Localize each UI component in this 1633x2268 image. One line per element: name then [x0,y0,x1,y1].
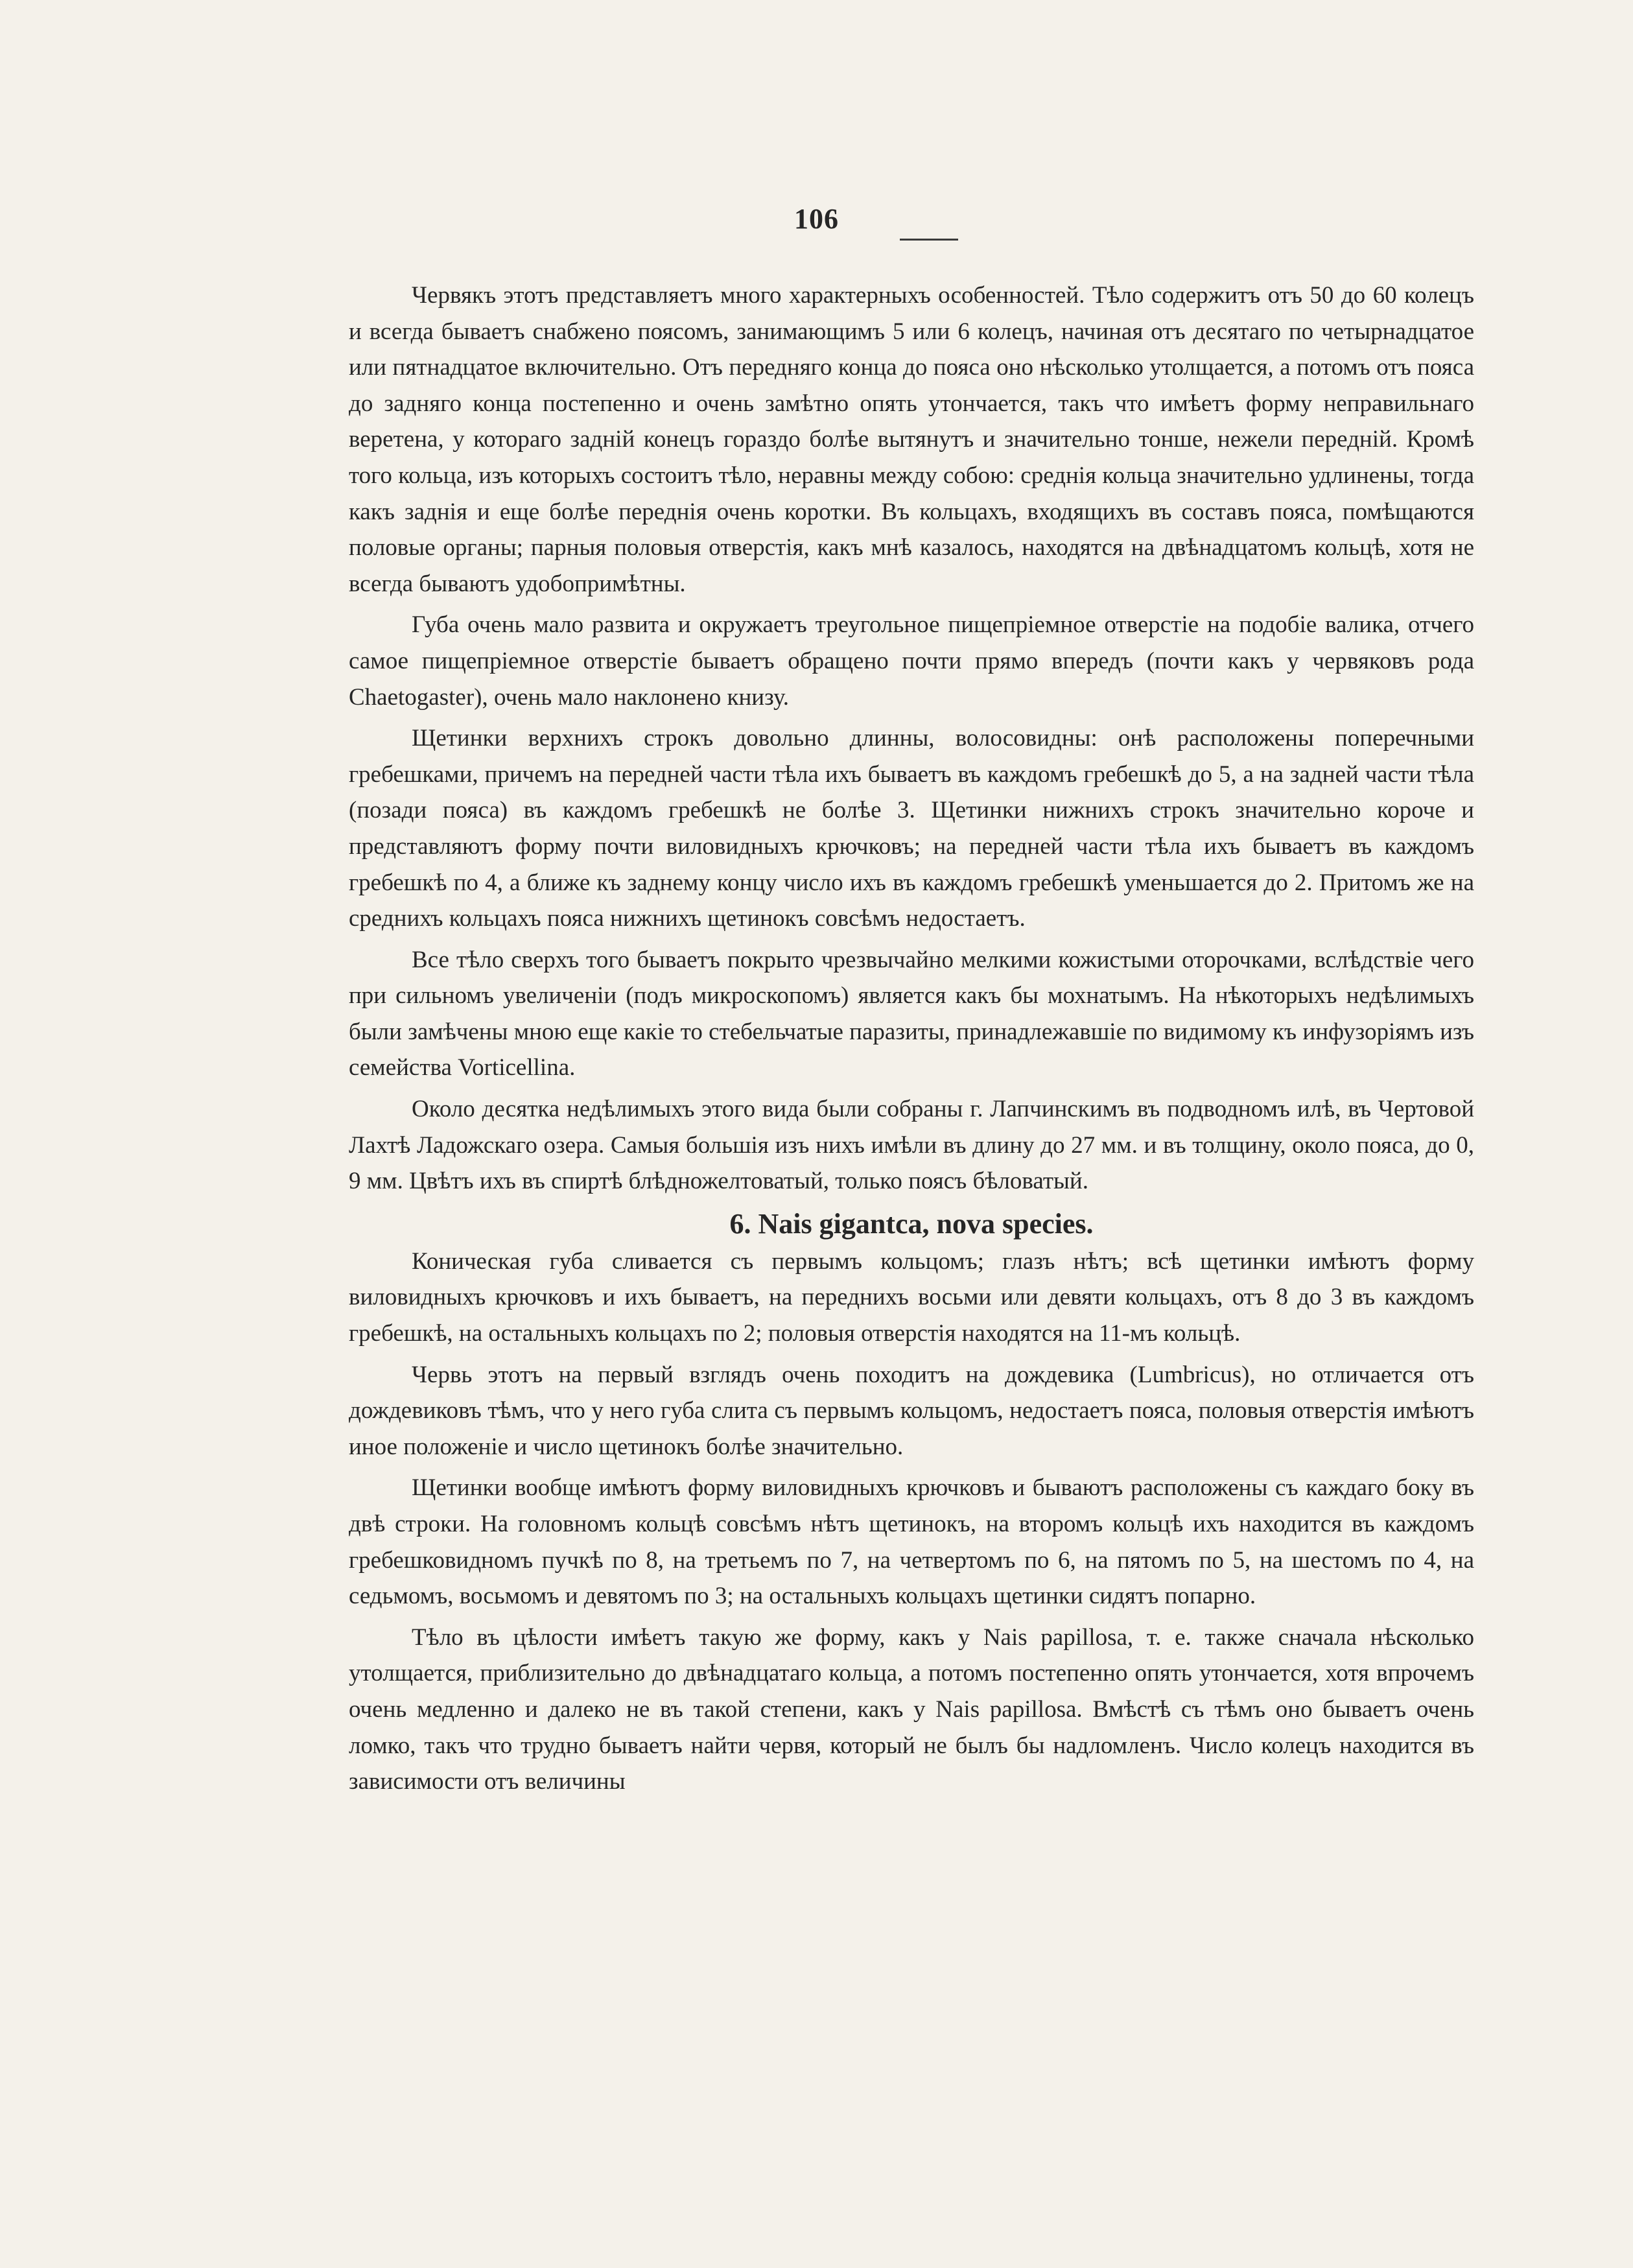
paragraph: Тѣло въ цѣлости имѣетъ такую же форму, какъ у Nais papillosa, т. е. также сначала нѣсколько утолщается, приблизительно до двѣнадцатаго кольца, а потомъ постепенно опять утончается, хотя впрочемъ очень медленно и далеко не въ такой степени, какъ у Nais papillosa. Вмѣстѣ съ тѣмъ оно бываетъ очень ломко, такъ что трудно бываетъ найти червя, который не былъ бы надломленъ. Число колецъ находится въ зависимости отъ величины [349,1624,1474,1795]
section-heading: 6. Nais gigantca, nova species. [729,1207,1094,1240]
paragraph: Губа очень мало развита и окружаетъ треугольное пищепріемное отверстіе на подобіе валика, отчего самое пищепріемное отверстіе бываетъ обращено почти прямо впередъ (почти какъ у червяковъ рода Chaetogaster), очень мало наклонено книзу. [349,611,1474,711]
paragraph: Все тѣло сверхъ того бываетъ покрыто чрезвычайно мелкими кожистыми оторочками, вслѣдствіе чего при сильномъ увеличеніи (подъ микроскопомъ) является какъ бы мохнатымъ. На нѣкоторыхъ недѣлимыхъ были замѣчены мною еще какіе то стебельчатые паразиты, принадлежавшіе по видимому къ инфузоріямъ изъ семейства Vorticellina. [349,946,1474,1081]
page-number-underline [900,239,958,241]
paragraph: Щетинки вообще имѣютъ форму виловидныхъ крючковъ и бываютъ расположены съ каждаго боку въ двѣ строки. На головномъ кольцѣ совсѣмъ нѣтъ щетинокъ, на второмъ кольцѣ ихъ находится въ каждомъ гребешковидномъ пучкѣ по 8, на третьемъ по 7, на четвертомъ по 6, на пятомъ по 5, на шестомъ по 4, на седьмомъ, восьмомъ и девятомъ по 3; на остальныхъ кольцахъ щетинки сидятъ попарно. [349,1474,1474,1610]
paragraph: Около десятка недѣлимыхъ этого вида были собраны г. Лапчинскимъ въ подводномъ илѣ, въ Чертовой Лахтѣ Ладожскаго озера. Самыя большія изъ нихъ имѣли въ длину до 27 мм. и въ толщину, около пояса, до 0, 9 мм. Цвѣтъ ихъ въ спиртѣ блѣдножелтоватый, только поясъ бѣловатый. [349,1096,1474,1195]
page-number: 106 [794,203,839,235]
paragraph: Щетинки верхнихъ строкъ довольно длинны, волосовидны: онѣ расположены поперечными гребешками, причемъ на передней части тѣла ихъ бываетъ въ каждомъ гребешкѣ до 5, а на задней части тѣла (позади пояса) въ каждомъ гребешкѣ не болѣе 3. Щетинки нижнихъ строкъ значительно короче и представляютъ форму почти виловидныхъ крючковъ; на передней части тѣла ихъ бываетъ въ каждомъ гребешкѣ по 4, а ближе къ заднему концу число ихъ въ каждомъ гребешкѣ уменьшается до 2. Притомъ же на среднихъ кольцахъ пояса нижнихъ щетинокъ совсѣмъ недостаетъ. [349,725,1474,932]
paragraph: Червь этотъ на первый взглядъ очень походитъ на дождевика (Lumbricus), но отличается отъ дождевиковъ тѣмъ, что у него губа слита съ первымъ кольцомъ, недостаетъ пояса, половыя отверстія имѣютъ иное положеніе и число щетинокъ болѣе значительно. [349,1361,1474,1460]
paragraph: Червякъ этотъ представляетъ много характерныхъ особенностей. Тѣло содержитъ отъ 50 до 60 колецъ и всегда бываетъ снабжено поясомъ, занимающимъ 5 или 6 колецъ, начиная отъ десятаго по четырнадцатое или пятнадцатое включительно. Отъ передняго конца до пояса оно нѣсколько утолщается, а потомъ отъ пояса до задняго конца постепенно и очень замѣтно опять утончается, такъ что имѣетъ форму неправильнаго веретена, у котораго задній конецъ гораздо болѣе вытянутъ и значительно тонше, нежели передній. Кромѣ того кольца, изъ которыхъ состоитъ тѣло, неравны между собою: среднія кольца значительно удлинены, тогда какъ заднія и еще болѣе переднія очень коротки. Въ кольцахъ, входящихъ въ составъ пояса, помѣщаются половые органы; парныя половыя отверстія, какъ мнѣ казалось, находятся на двѣнадцатомъ кольцѣ, хотя не всегда бываютъ удобопримѣтны. [349,282,1474,597]
body-text [349,278,1474,1805]
paragraph: Коническая губа сливается съ первымъ кольцомъ; глазъ нѣтъ; всѣ щетинки имѣютъ форму виловидныхъ крючковъ и ихъ бываетъ, на переднихъ восьми или девяти кольцахъ, отъ 8 до 3 въ каждомъ гребешкѣ, на остальныхъ кольцахъ по 2; половыя отверстія находятся на 11-мъ кольцѣ. [349,1247,1474,1347]
